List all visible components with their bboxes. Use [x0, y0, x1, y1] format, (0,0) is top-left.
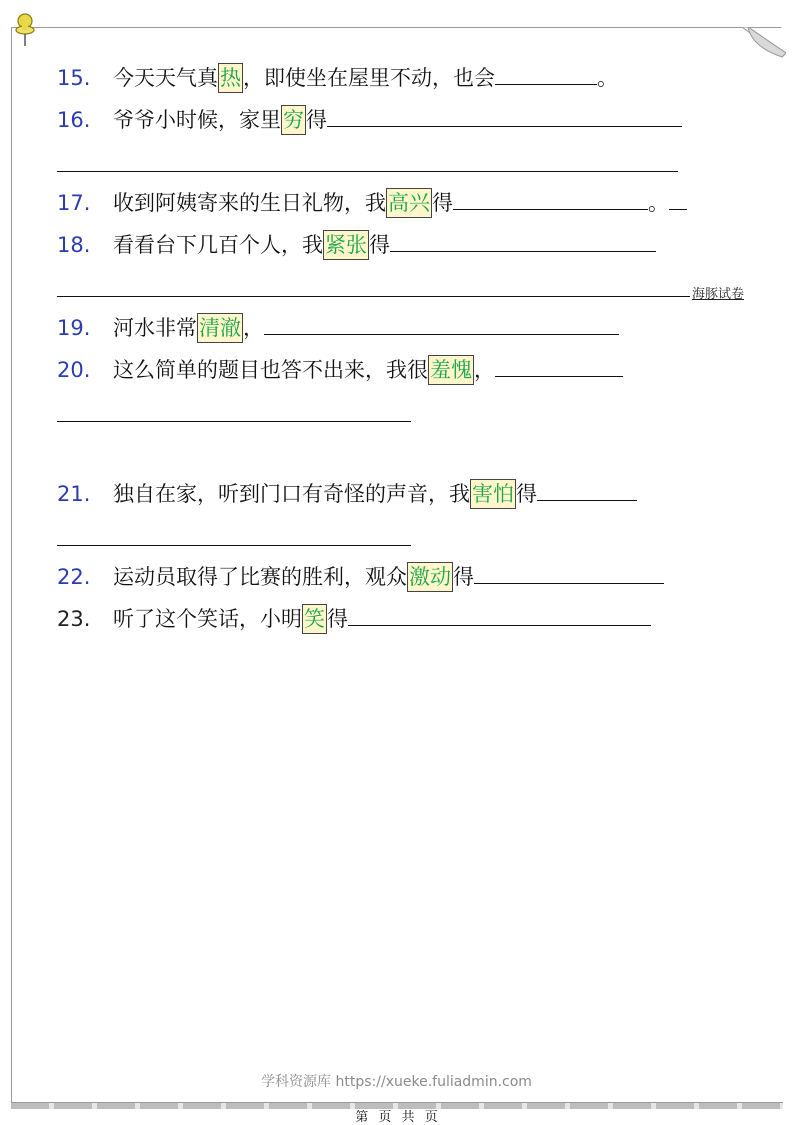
question-number: 19.: [57, 316, 91, 340]
question-text: 得: [369, 233, 390, 257]
question-text: 得: [453, 565, 474, 589]
question-number: 16.: [57, 108, 91, 132]
keyword-highlight: 高兴: [386, 188, 432, 218]
question-16: [57, 103, 682, 137]
answer-blank[interactable]: [453, 187, 648, 210]
answer-blank[interactable]: [495, 354, 623, 377]
question-20: [57, 353, 623, 387]
answer-blank[interactable]: [537, 478, 637, 501]
watermark-text: 海豚试卷: [692, 287, 745, 302]
question-text: 运动员取得了比赛的胜利，观众: [113, 565, 407, 589]
question-21: [57, 477, 637, 511]
page-curl-icon: [742, 27, 786, 59]
question-19: [57, 311, 619, 345]
question-number: 22.: [57, 565, 91, 589]
answer-line[interactable]: [57, 171, 678, 172]
keyword-highlight: 穷: [281, 105, 306, 135]
question-number: 15.: [57, 66, 91, 90]
keyword-highlight: 羞愧: [428, 355, 474, 385]
question-text: ，: [474, 358, 495, 382]
question-text: 这么简单的题目也答不出来，我很: [113, 358, 428, 382]
question-text: 听了这个笑话，小明: [113, 607, 302, 631]
question-text: 得: [327, 607, 348, 631]
answer-blank[interactable]: [348, 603, 651, 626]
answer-blank[interactable]: [495, 62, 597, 85]
question-text: 看看台下几百个人，我: [113, 233, 323, 257]
answer-line[interactable]: [57, 296, 690, 297]
pushpin-icon: [12, 12, 38, 48]
source-footer: 学科资源库 https://xueke.fuliadmin.com: [261, 1074, 532, 1090]
question-text: 今天天气真: [113, 66, 218, 90]
question-15: [57, 61, 618, 95]
keyword-highlight: 清澈: [197, 313, 243, 343]
page-number-label: 第 页 共 页: [355, 1110, 438, 1125]
question-number: 20.: [57, 358, 91, 382]
question-text: 河水非常: [113, 316, 197, 340]
keyword-highlight: 害怕: [470, 479, 516, 509]
question-17: [57, 186, 687, 220]
answer-line[interactable]: [57, 545, 411, 546]
answer-blank-tail: [669, 187, 687, 210]
question-number: 18.: [57, 233, 91, 257]
question-text: ，即使坐在屋里不动，也会: [243, 66, 495, 90]
question-text: 得: [306, 108, 327, 132]
question-text: 爷爷小时候，家里: [113, 108, 281, 132]
question-18: [57, 228, 656, 262]
answer-blank[interactable]: [327, 104, 682, 127]
question-end: 。: [597, 66, 618, 90]
answer-blank[interactable]: [390, 229, 656, 252]
question-text: ，: [243, 316, 264, 340]
answer-line[interactable]: [57, 421, 411, 422]
question-text: 得: [432, 191, 453, 215]
question-text: 得: [516, 482, 537, 506]
question-23: [57, 602, 651, 636]
answer-blank[interactable]: [264, 312, 619, 335]
question-text: 收到阿姨寄来的生日礼物，我: [113, 191, 386, 215]
keyword-highlight: 笑: [302, 604, 327, 634]
question-number: 21.: [57, 482, 91, 506]
question-number: 23.: [57, 607, 91, 631]
question-end: 。: [648, 191, 669, 215]
question-text: 独自在家，听到门口有奇怪的声音，我: [113, 482, 470, 506]
question-22: [57, 560, 664, 594]
keyword-highlight: 激动: [407, 562, 453, 592]
answer-blank[interactable]: [474, 561, 664, 584]
question-number: 17.: [57, 191, 91, 215]
keyword-highlight: 热: [218, 63, 243, 93]
keyword-highlight: 紧张: [323, 230, 369, 260]
